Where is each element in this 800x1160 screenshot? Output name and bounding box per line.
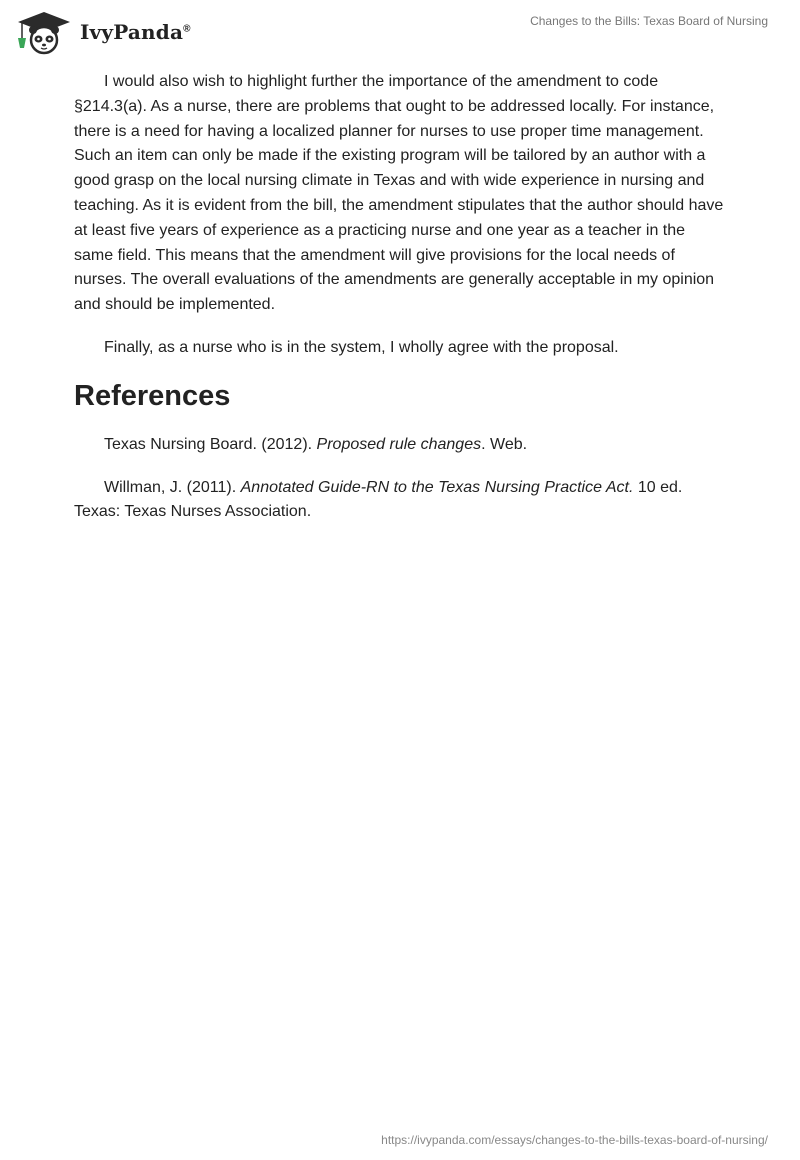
brand-name: IvyPanda® <box>80 20 191 44</box>
panda-graduate-icon <box>14 8 74 56</box>
reference-entry: Texas Nursing Board. (2012). Proposed rule changes. Web. <box>104 435 528 453</box>
body-paragraph: Finally, as a nurse who is in the system, I wholly agree with the proposal. <box>104 338 619 356</box>
running-title: Changes to the Bills: Texas Board of Nursing <box>530 14 768 28</box>
reference-entry: Willman, J. (2011). Annotated Guide-RN to the Texas Nursing Practice Act. 10 ed. Texas: Texas Nurses Association. <box>74 478 683 521</box>
body-paragraph: I would also wish to highlight further the importance of the amendment to code §214.3(a). As a nurse, there are problems that ought to be addressed locally. For instance, there is a need for having a localized planner for nurses to use proper time management. Such an item can only be made if the existing program will be tailored by an author with a good grasp on the local nursing climate in Texas and with wide experience in nursing and teaching. As it is evident from the bill, the amendment stipulates that the author should have at least five years of experience as a practicing nurse and one year as a teacher in the same field. This means that the amendment will give provisions for the local needs of nurses. The overall evaluations of the amendments are generally acceptable in my opinion and should be implemented. <box>74 73 724 314</box>
essay-content <box>74 70 724 543</box>
references-heading: References <box>74 379 231 412</box>
source-url-link[interactable]: https://ivypanda.com/essays/changes-to-the-bills-texas-board-of-nursing/ <box>381 1133 768 1147</box>
page-header <box>0 0 800 62</box>
brand-logo[interactable] <box>14 8 191 56</box>
